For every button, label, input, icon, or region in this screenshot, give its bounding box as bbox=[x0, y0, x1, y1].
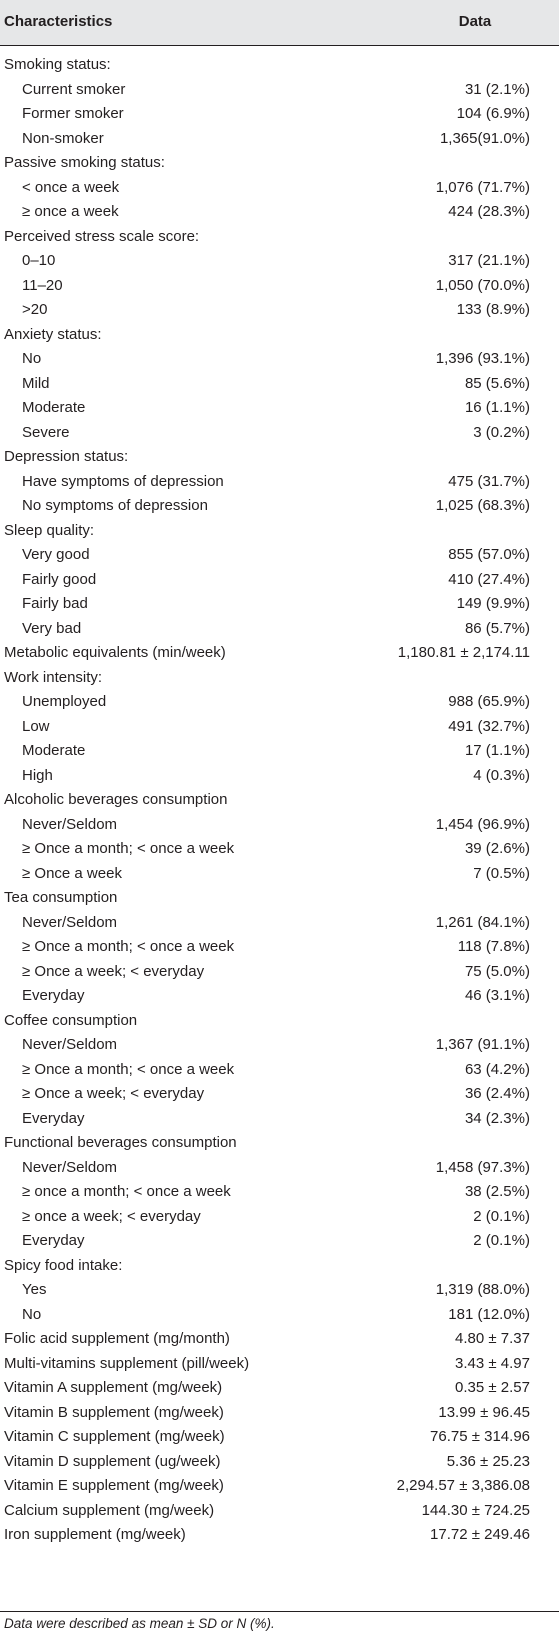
row-value: 2 (0.1%) bbox=[473, 1207, 530, 1225]
row-value: 1,180.81 ± 2,174.11 bbox=[397, 644, 530, 661]
row-label: ≥ Once a month; < once a week bbox=[22, 1060, 235, 1078]
row-label: ≥ Once a week; < everyday bbox=[22, 962, 205, 980]
table-row bbox=[0, 420, 559, 444]
row-value: 86 (5.7%) bbox=[464, 619, 530, 637]
row-value: 76.75 ± 314.96 bbox=[430, 1428, 530, 1445]
row-label: ≥ once a month; < once a week bbox=[22, 1183, 231, 1200]
row-label: Metabolic equivalents (min/week) bbox=[4, 644, 226, 661]
row-value: 1,454 (96.9%) bbox=[435, 815, 530, 833]
row-value: 1,050 (70.0%) bbox=[435, 276, 530, 294]
table-row-category bbox=[0, 640, 559, 664]
table-row-category bbox=[0, 1375, 559, 1399]
row-label: Never/Seldom bbox=[22, 1158, 118, 1176]
table-row-category bbox=[0, 518, 559, 542]
row-label: >20 bbox=[22, 301, 48, 318]
table-row-category bbox=[0, 150, 559, 174]
row-value: 104 (6.9%) bbox=[456, 105, 530, 122]
row-value: 118 (7.8%) bbox=[457, 938, 530, 955]
table-row bbox=[0, 1057, 559, 1081]
row-value: 4.80 ± 7.37 bbox=[455, 1330, 530, 1347]
table-row bbox=[0, 126, 559, 150]
table-row-category bbox=[0, 885, 559, 909]
row-label: ≥ Once a week; < everyday bbox=[22, 1085, 205, 1102]
row-value: 38 (2.5%) bbox=[464, 1183, 530, 1200]
row-value: 2,294.57 ± 3,386.08 bbox=[396, 1477, 530, 1494]
row-label: Everyday bbox=[22, 1232, 85, 1249]
row-label: No bbox=[22, 350, 42, 367]
row-value: 181 (12.0%) bbox=[448, 1305, 530, 1323]
row-label: Unemployed bbox=[22, 693, 107, 710]
row-value: 1,367 (91.1%) bbox=[435, 1036, 530, 1053]
table-row bbox=[0, 542, 559, 566]
row-label: 11–20 bbox=[22, 276, 63, 294]
row-label: Moderate bbox=[22, 399, 86, 416]
row-label: Low bbox=[22, 717, 50, 735]
row-value: 17.72 ± 249.46 bbox=[430, 1526, 530, 1543]
header-characteristics: Characteristics bbox=[4, 13, 113, 30]
row-label: Everyday bbox=[22, 1109, 85, 1127]
row-value: 491 (32.7%) bbox=[448, 717, 530, 735]
row-label: Iron supplement (mg/week) bbox=[4, 1526, 186, 1543]
table-row bbox=[0, 248, 559, 272]
row-label: Moderate bbox=[22, 742, 86, 759]
row-label: Smoking status: bbox=[4, 56, 111, 73]
row-label: ≥ Once a month; < once a week bbox=[22, 840, 235, 857]
row-value: 149 (9.9%) bbox=[456, 595, 530, 612]
row-value: 13.99 ± 96.45 bbox=[438, 1403, 530, 1421]
table-row bbox=[0, 1277, 559, 1301]
table-row bbox=[0, 199, 559, 223]
row-value: 4 (0.3%) bbox=[473, 766, 530, 784]
row-value: 36 (2.4%) bbox=[464, 1085, 530, 1102]
row-value: 144.30 ± 724.25 bbox=[421, 1501, 530, 1519]
table-row-category bbox=[0, 787, 559, 811]
table-row bbox=[0, 1204, 559, 1228]
table-row bbox=[0, 861, 559, 885]
row-label: Non-smoker bbox=[22, 129, 104, 147]
table-row bbox=[0, 1106, 559, 1130]
row-value: 1,261 (84.1%) bbox=[435, 913, 530, 931]
table-row bbox=[0, 689, 559, 713]
row-value: 1,365(91.0%) bbox=[439, 129, 530, 147]
row-label: Anxiety status: bbox=[4, 325, 102, 343]
row-value: 5.36 ± 25.23 bbox=[446, 1452, 530, 1470]
row-value: 17 (1.1%) bbox=[464, 742, 530, 759]
row-label: Very bad bbox=[22, 619, 82, 637]
row-value: 85 (5.6%) bbox=[464, 374, 530, 392]
row-label: Functional beverages consumption bbox=[4, 1134, 237, 1151]
row-value: 1,076 (71.7%) bbox=[435, 178, 530, 196]
row-value: 410 (27.4%) bbox=[448, 570, 530, 588]
row-value: 31 (2.1%) bbox=[464, 80, 530, 98]
table-row bbox=[0, 714, 559, 738]
row-label: Never/Seldom bbox=[22, 913, 118, 931]
row-label: Work intensity: bbox=[4, 668, 103, 686]
table-footnote: Data were described as mean ± SD or N (%). bbox=[4, 1616, 275, 1631]
table-row bbox=[0, 983, 559, 1007]
table-row-category bbox=[0, 1424, 559, 1448]
table-header bbox=[0, 0, 559, 46]
table-row bbox=[0, 175, 559, 199]
row-value: 1,025 (68.3%) bbox=[435, 497, 530, 514]
row-label: 0–10 bbox=[22, 252, 56, 269]
table-row bbox=[0, 763, 559, 787]
table-row bbox=[0, 297, 559, 321]
row-label: Have symptoms of depression bbox=[22, 472, 224, 490]
header-data: Data bbox=[458, 13, 492, 30]
table-row-category bbox=[0, 1449, 559, 1473]
table-row bbox=[0, 493, 559, 517]
table-row bbox=[0, 273, 559, 297]
row-label: Vitamin D supplement (ug/week) bbox=[4, 1452, 221, 1470]
row-label: Vitamin B supplement (mg/week) bbox=[4, 1403, 224, 1421]
row-label: Multi-vitamins supplement (pill/week) bbox=[4, 1354, 250, 1372]
table-row-category bbox=[0, 1400, 559, 1424]
row-label: Yes bbox=[22, 1281, 47, 1298]
table-row-category bbox=[0, 52, 559, 76]
table-row bbox=[0, 1228, 559, 1252]
row-value: 1,396 (93.1%) bbox=[435, 350, 530, 367]
table-row-category bbox=[0, 665, 559, 689]
row-value: 1,319 (88.0%) bbox=[435, 1281, 530, 1298]
row-label: Passive smoking status: bbox=[4, 154, 165, 171]
table-row-category bbox=[0, 1351, 559, 1375]
row-value: 3.43 ± 4.97 bbox=[455, 1354, 530, 1372]
table-row-category bbox=[0, 224, 559, 248]
table-row bbox=[0, 469, 559, 493]
row-label: Everyday bbox=[22, 987, 85, 1004]
row-label: Former smoker bbox=[22, 105, 124, 122]
table-bottom-rule bbox=[0, 1611, 559, 1612]
table-row bbox=[0, 346, 559, 370]
table-row-category bbox=[0, 1498, 559, 1522]
table-row bbox=[0, 1179, 559, 1203]
row-value: 0.35 ± 2.57 bbox=[455, 1379, 530, 1396]
table-row bbox=[0, 910, 559, 934]
table-row bbox=[0, 77, 559, 101]
row-label: Fairly bad bbox=[22, 595, 88, 612]
table-row bbox=[0, 836, 559, 860]
row-value: 63 (4.2%) bbox=[464, 1060, 530, 1078]
row-value: 2 (0.1%) bbox=[473, 1232, 530, 1249]
table-row-category bbox=[0, 1130, 559, 1154]
row-value: 3 (0.2%) bbox=[473, 423, 530, 441]
row-label: ≥ Once a month; < once a week bbox=[22, 938, 235, 955]
row-value: 16 (1.1%) bbox=[464, 399, 530, 416]
row-value: 475 (31.7%) bbox=[448, 472, 530, 490]
table-row bbox=[0, 959, 559, 983]
table-row bbox=[0, 1302, 559, 1326]
table-row bbox=[0, 616, 559, 640]
row-label: ≥ once a week; < everyday bbox=[22, 1207, 201, 1225]
row-value: 317 (21.1%) bbox=[448, 252, 530, 269]
row-value: 39 (2.6%) bbox=[464, 840, 530, 857]
table-row bbox=[0, 1081, 559, 1105]
table-row bbox=[0, 812, 559, 836]
table-row-category bbox=[0, 1008, 559, 1032]
table-row-category bbox=[0, 1473, 559, 1497]
row-value: 133 (8.9%) bbox=[456, 301, 530, 318]
table-row bbox=[0, 934, 559, 958]
table-row bbox=[0, 395, 559, 419]
row-label: No symptoms of depression bbox=[22, 497, 208, 514]
row-label: Very good bbox=[22, 546, 90, 563]
table-row bbox=[0, 567, 559, 591]
table-row bbox=[0, 101, 559, 125]
row-label: No bbox=[22, 1305, 42, 1323]
row-value: 34 (2.3%) bbox=[464, 1109, 530, 1127]
row-label: Vitamin A supplement (mg/week) bbox=[4, 1379, 223, 1396]
row-value: 46 (3.1%) bbox=[464, 987, 530, 1004]
row-label: Never/Seldom bbox=[22, 1036, 118, 1053]
row-label: High bbox=[22, 766, 53, 784]
row-label: ≥ Once a week bbox=[22, 864, 122, 882]
row-value: 75 (5.0%) bbox=[464, 962, 530, 980]
row-value: 7 (0.5%) bbox=[473, 864, 530, 882]
table-row-category bbox=[0, 1522, 559, 1546]
row-value: 988 (65.9%) bbox=[448, 693, 530, 710]
table-row bbox=[0, 591, 559, 615]
row-label: ≥ once a week bbox=[22, 203, 119, 220]
table-row-category bbox=[0, 444, 559, 468]
table-row-category bbox=[0, 1253, 559, 1277]
row-label: Fairly good bbox=[22, 570, 97, 588]
row-label: Coffee consumption bbox=[4, 1011, 138, 1029]
row-value: 1,458 (97.3%) bbox=[435, 1158, 530, 1176]
row-label: Folic acid supplement (mg/month) bbox=[4, 1330, 230, 1347]
row-label: Sleep quality: bbox=[4, 521, 95, 539]
row-label: Severe bbox=[22, 423, 70, 441]
row-label: Current smoker bbox=[22, 80, 126, 98]
row-label: Vitamin C supplement (mg/week) bbox=[4, 1428, 225, 1445]
row-label: Never/Seldom bbox=[22, 815, 118, 833]
row-label: < once a week bbox=[22, 178, 120, 196]
table-row bbox=[0, 371, 559, 395]
row-label: Spicy food intake: bbox=[4, 1256, 123, 1274]
row-label: Tea consumption bbox=[4, 889, 118, 906]
row-label: Mild bbox=[22, 374, 50, 392]
row-value: 424 (28.3%) bbox=[448, 203, 530, 220]
row-value: 855 (57.0%) bbox=[448, 546, 530, 563]
row-label: Calcium supplement (mg/week) bbox=[4, 1501, 215, 1519]
table-row-category bbox=[0, 322, 559, 346]
table-row-category bbox=[0, 1326, 559, 1350]
table-row bbox=[0, 1155, 559, 1179]
table-row bbox=[0, 738, 559, 762]
table-row bbox=[0, 1032, 559, 1056]
row-label: Perceived stress scale score: bbox=[4, 227, 200, 245]
row-label: Alcoholic beverages consumption bbox=[4, 791, 228, 808]
row-label: Depression status: bbox=[4, 448, 129, 465]
row-label: Vitamin E supplement (mg/week) bbox=[4, 1477, 224, 1494]
